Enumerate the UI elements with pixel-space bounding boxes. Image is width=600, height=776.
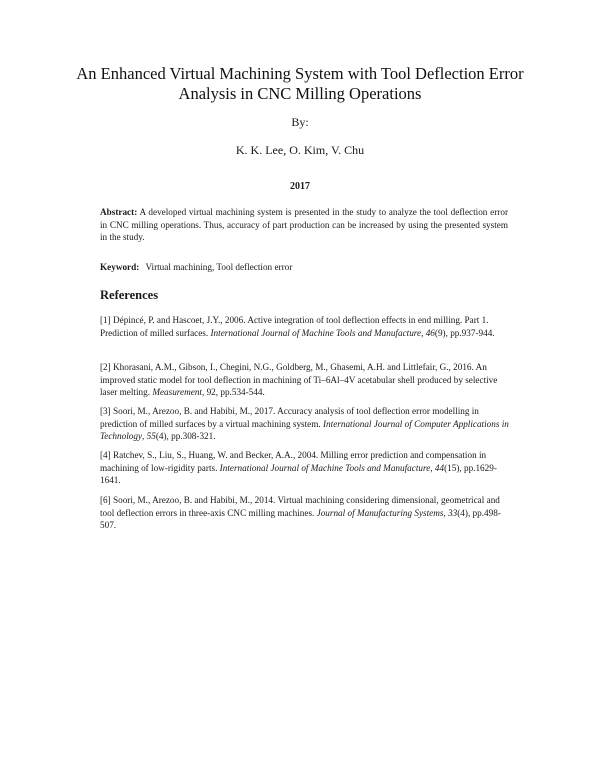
by-label: By: <box>291 115 309 129</box>
references-heading: References <box>100 288 159 302</box>
reference-item <box>100 494 512 532</box>
publication-year: 2017 <box>290 181 310 192</box>
reference-volume: 44 <box>434 462 445 473</box>
reference-item <box>100 405 512 443</box>
keywords <box>100 262 520 272</box>
reference-text: [1] Dépincé, P. and Hascoet, J.Y., 2006. Active integration of tool deflection effects in end milling. Part 1. Prediction of milled surfaces. <box>100 315 489 338</box>
reference-separator: , <box>430 462 435 473</box>
reference-volume: 33 <box>448 507 458 518</box>
abstract-label: Abstract: <box>100 207 138 217</box>
reference-pages: , 92, pp.534-544. <box>201 387 265 398</box>
reference-pages: (15), pp.1629-1641. <box>100 462 497 486</box>
abstract <box>100 206 508 244</box>
reference-journal: International Journal of Machine Tools and Manufacture <box>210 327 422 338</box>
reference-pages: (4), pp.308-321. <box>155 431 216 442</box>
reference-volume: 46 <box>425 327 435 338</box>
reference-journal: International Journal of Machine Tools and Manufacture <box>219 462 431 473</box>
reference-item <box>100 449 512 487</box>
abstract-text: A developed virtual machining system is presented in the study to analyze the tool deflection error in CNC milling operations. Thus, accuracy of part production can be increased by using the presented system in the study. <box>100 207 509 243</box>
keyword-text: Virtual machining, Tool deflection error <box>145 262 293 272</box>
reference-pages: (9), pp.937-944. <box>434 327 495 338</box>
reference-text: [2] Khorasani, A.M., Gibson, I., Chegini, N.G., Goldberg, M., Ghasemi, A.H. and Littlefair, G., 2016. An improved static model for tool deflection in machining of Ti–6Al–4V acetabular shell produced by selective laser melting. <box>100 362 498 398</box>
reference-volume: 55 <box>146 431 156 442</box>
reference-pages: (4), pp.498-507. <box>100 507 501 531</box>
reference-item <box>100 314 512 339</box>
title-line-1: An Enhanced Virtual Machining System with Tool Deflection Error <box>76 64 524 83</box>
reference-text: [6] Soori, M., Arezoo, B. and Habibi, M., 2014. Virtual machining considering dimensional, geometrical and tool deflection errors in three-axis CNC milling machines. <box>100 495 500 518</box>
paper-title <box>60 64 540 104</box>
title-line-2: Analysis in CNC Milling Operations <box>178 84 422 103</box>
authors: K. K. Lee, O. Kim, V. Chu <box>235 143 365 157</box>
reference-separator: , <box>421 327 426 338</box>
reference-journal: Journal of Manufacturing Systems <box>316 507 444 518</box>
reference-text: [3] Soori, M., Arezoo, B. and Habibi, M., 2017. Accuracy analysis of tool deflection error modelling in prediction of milled surfaces by a virtual machining system. <box>100 406 479 429</box>
reference-item <box>100 361 512 399</box>
keyword-label: Keyword: <box>100 262 140 272</box>
reference-journal: International Journal of Computer Applications in Technology <box>100 418 509 442</box>
reference-separator: , <box>443 507 449 518</box>
reference-separator: , <box>142 431 147 442</box>
reference-journal: Measurement <box>152 387 202 398</box>
reference-text: [4] Ratchev, S., Liu, S., Huang, W. and Becker, A.A., 2004. Milling error prediction and compensation in machining of low-rigidity parts. <box>100 450 487 473</box>
